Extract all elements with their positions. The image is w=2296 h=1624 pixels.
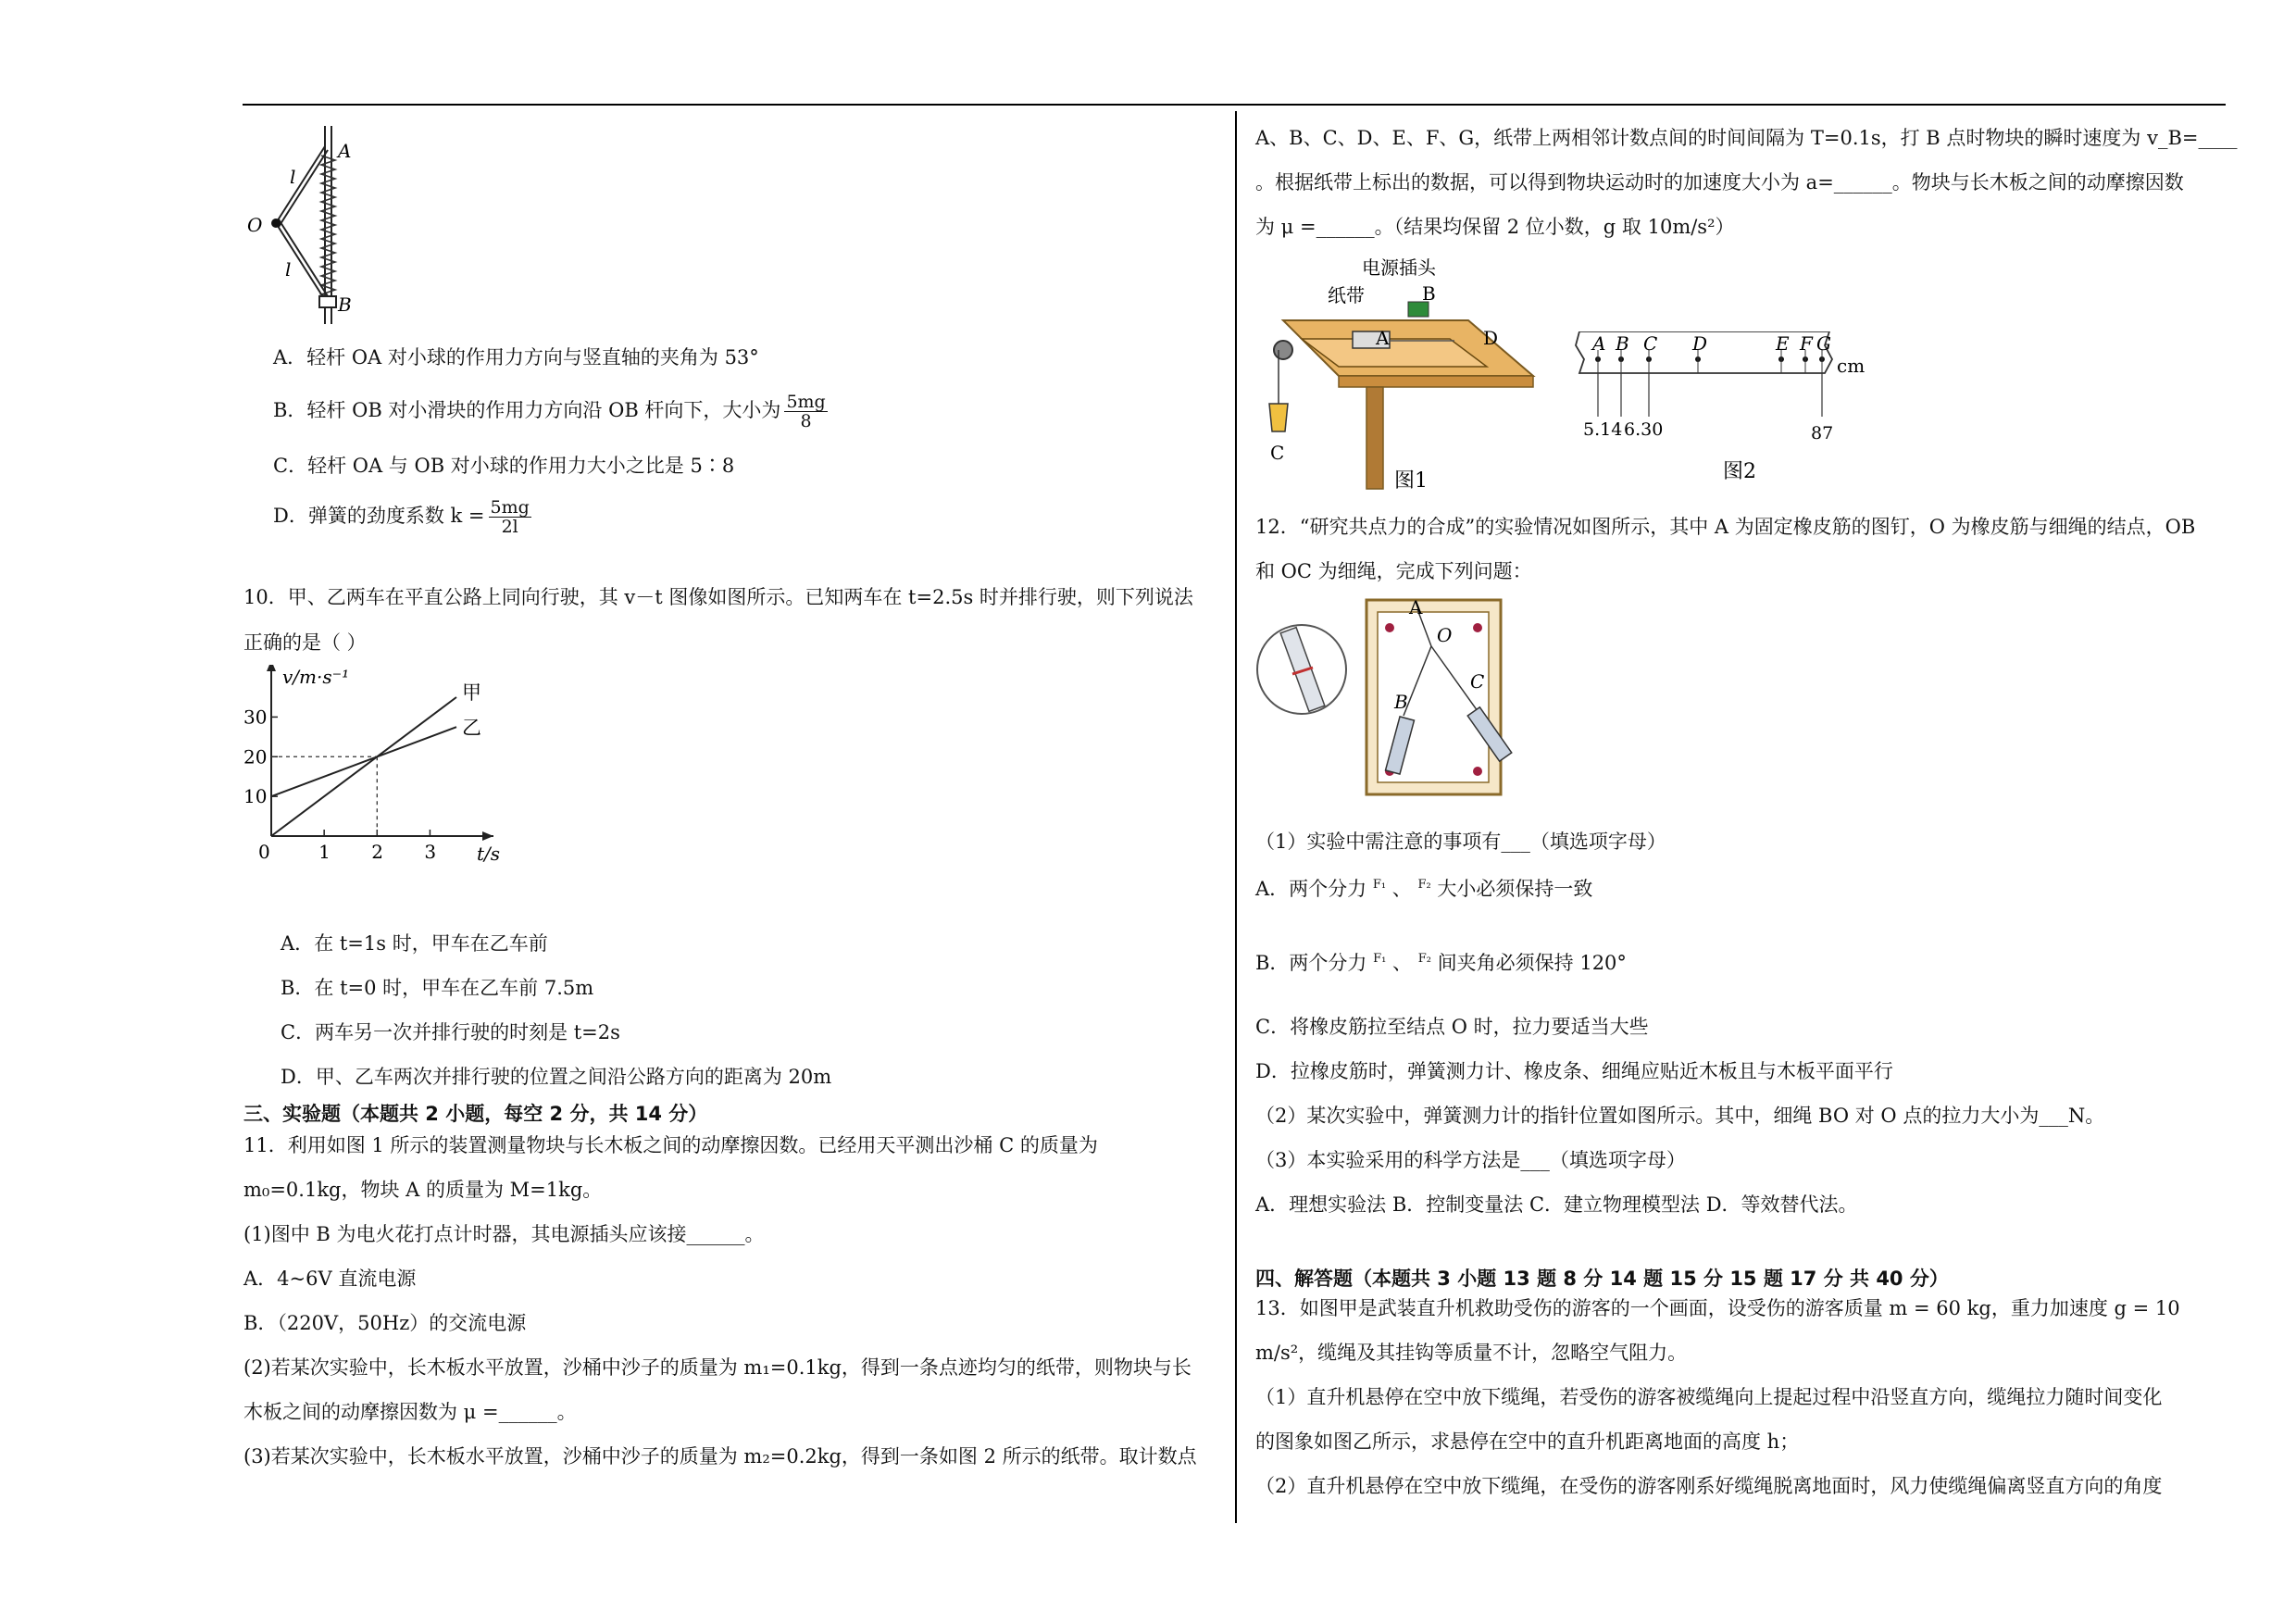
x-tick-label: 3 bbox=[424, 841, 437, 863]
q9-option-a: A．轻杆 OA 对小球的作用力方向与竖直轴的夹角为 53° bbox=[273, 346, 759, 369]
q12-line1: 12．“研究共点力的合成”的实验情况如图所示，其中 A 为固定橡皮筋的图钉，O 为橡皮筋与细绳的结点，OB bbox=[1255, 516, 2196, 538]
q12-option-a bbox=[1255, 873, 1592, 901]
y-tick-label: 30 bbox=[243, 706, 268, 729]
top-rule bbox=[243, 104, 2226, 106]
unit-cm: cm bbox=[1837, 355, 1866, 377]
q13-line5: （2）直升机悬停在空中放下缆绳，在受伤的游客刚系好缆绳脱离地面时，风力使缆绳偏离竖直方向的角度 bbox=[1255, 1475, 2163, 1497]
frac-den: 8 bbox=[800, 411, 812, 431]
q12-option-b-text: B．两个分力 bbox=[1255, 952, 1367, 974]
symbol-F1: F₁ bbox=[1372, 878, 1387, 892]
y-tick-label: 20 bbox=[243, 745, 268, 768]
apparatus-figure-1 bbox=[1265, 256, 1542, 496]
label-A: A bbox=[1376, 327, 1390, 349]
x-axis-arrow bbox=[482, 831, 493, 841]
label-A: A bbox=[338, 140, 352, 162]
label-B: B bbox=[1422, 282, 1436, 305]
q11-cont-line3: 为 μ =______。（结果均保留 2 位小数，g 取 10m/s²） bbox=[1255, 216, 1735, 238]
symbol-F1: F₁ bbox=[1373, 952, 1387, 966]
label-C: C bbox=[1270, 442, 1285, 464]
q13-line1: 13．如图甲是武装直升机救助受伤的游客的一个画面，设受伤的游客质量 m = 60 kg，重力加速度 g = 10 bbox=[1255, 1297, 2180, 1319]
q10-line2: 正确的是（ ） bbox=[243, 631, 367, 654]
measure-6-30: 6.30 bbox=[1624, 419, 1664, 440]
q10-option-b: B．在 t=0 时，甲车在乙车前 7.5m bbox=[281, 977, 594, 999]
q11-line6: (2)若某次实验中，长木板水平放置，沙桶中沙子的质量为 m₁=0.1kg，得到一条点迹均匀的纸带，则物块与长 bbox=[243, 1356, 1192, 1379]
q12-option-a-text: A．两个分力 bbox=[1255, 878, 1367, 900]
label-tape: 纸带 bbox=[1328, 284, 1365, 306]
section-3-heading: 三、实验题（本题共 2 小题，每空 2 分，共 14 分） bbox=[243, 1103, 708, 1125]
y-axis-label: v/m·s⁻¹ bbox=[282, 666, 350, 688]
x-tick-label: 2 bbox=[371, 841, 384, 863]
label-O: O bbox=[1437, 624, 1453, 646]
q11-line8: (3)若某次实验中，长木板水平放置，沙桶中沙子的质量为 m₂=0.2kg，得到一条如图 2 所示的纸带。取计数点 bbox=[243, 1445, 1197, 1468]
tape-label-D: D bbox=[1692, 332, 1708, 355]
x-tick-label: 0 bbox=[258, 841, 270, 863]
caption-figure-2: 图2 bbox=[1723, 460, 1756, 483]
measure-5-14: 5.14 bbox=[1583, 419, 1623, 440]
series-line-1 bbox=[271, 697, 456, 836]
section-4-heading: 四、解答题（本题共 3 小题 13 题 8 分 14 题 15 分 15 题 17 分 共 40 分） bbox=[1255, 1268, 1949, 1290]
q11-line3: (1)图中 B 为电火花打点计时器，其电源插头应该接______。 bbox=[243, 1223, 765, 1245]
q12-subq2: （2）某次实验中，弹簧测力计的指针位置如图所示。其中，细绳 BO 对 O 点的拉力大小为___N。 bbox=[1255, 1105, 2105, 1127]
symbol-F2: F₂ bbox=[1417, 878, 1431, 892]
tape-label-F: F bbox=[1800, 332, 1813, 355]
column-divider bbox=[1235, 111, 1237, 1523]
label-D: D bbox=[1483, 327, 1499, 349]
series-line-2 bbox=[271, 727, 456, 796]
q9-option-b bbox=[273, 393, 828, 431]
label-B: B bbox=[1394, 691, 1408, 713]
q9-option-c: C．轻杆 OA 与 OB 对小球的作用力大小之比是 5∶8 bbox=[273, 455, 735, 477]
series-label-1: 甲 bbox=[462, 681, 481, 704]
q12-option-b-tail: 间夹角必须保持 120° bbox=[1437, 952, 1627, 974]
series-label-2: 乙 bbox=[462, 717, 481, 740]
tape-label-A: A bbox=[1592, 332, 1606, 355]
y-axis-arrow bbox=[267, 665, 276, 671]
label-O: O bbox=[247, 214, 263, 236]
x-axis-label: t/s bbox=[477, 843, 501, 865]
separator: 、 bbox=[1391, 878, 1412, 900]
q12-line2: 和 OC 为细绳，完成下列问题： bbox=[1255, 560, 1532, 582]
rod-spring-figure bbox=[243, 119, 392, 331]
tape-label-G: G bbox=[1816, 332, 1831, 355]
label-l-upper: l bbox=[290, 166, 296, 188]
caption-figure-1: 图1 bbox=[1394, 469, 1428, 493]
q13-line2: m/s²，缆绳及其挂钩等质量不计，忽略空气阻力。 bbox=[1255, 1342, 1688, 1364]
frac-den: 2l bbox=[501, 517, 518, 537]
tape-label-B: B bbox=[1616, 332, 1629, 355]
frac-num: 5mg bbox=[490, 497, 530, 518]
q12-option-d: D．拉橡皮筋时，弹簧测力计、橡皮条、细绳应贴近木板且与木板平面平行 bbox=[1255, 1060, 1893, 1082]
q11-line7: 木板之间的动摩擦因数为 μ =______。 bbox=[243, 1401, 577, 1423]
q10-option-a: A．在 t=1s 时，甲车在乙车前 bbox=[281, 932, 548, 955]
q9-option-d bbox=[273, 498, 531, 536]
frac-num: 5mg bbox=[786, 392, 826, 412]
x-tick-label: 1 bbox=[318, 841, 331, 863]
label-plug: 电源插头 bbox=[1362, 256, 1436, 279]
vt-chart bbox=[243, 665, 521, 878]
q9-option-b-text: B．轻杆 OB 对小滑块的作用力方向沿 OB 杆向下，大小为 bbox=[273, 399, 781, 421]
q12-option-c: C．将橡皮筋拉至结点 O 时，拉力要适当大些 bbox=[1255, 1016, 1649, 1038]
q12-subq1: （1）实验中需注意的事项有___（填选项字母） bbox=[1255, 831, 1666, 853]
separator: 、 bbox=[1392, 952, 1413, 974]
force-board-figure bbox=[1255, 595, 1552, 799]
q12-option-a-tail: 大小必须保持一致 bbox=[1437, 878, 1593, 900]
tape-figure-2 bbox=[1561, 331, 1894, 498]
q11-line5: B．（220V，50Hz）的交流电源 bbox=[243, 1312, 527, 1334]
q12-option-b bbox=[1255, 947, 1627, 975]
label-B: B bbox=[338, 294, 352, 316]
tape-label-C: C bbox=[1643, 332, 1658, 355]
tape-label-E: E bbox=[1776, 332, 1790, 355]
fraction-5mg-8 bbox=[784, 393, 827, 431]
q13-line4: 的图象如图乙所示，求悬停在空中的直升机距离地面的高度 h； bbox=[1255, 1430, 1800, 1453]
q11-line1: 11．利用如图 1 所示的装置测量物块与长木板之间的动摩擦因数。已经用天平测出沙桶 C 的质量为 bbox=[243, 1134, 1098, 1156]
q13-line3: （1）直升机悬停在空中放下缆绳，若受伤的游客被缆绳向上提起过程中沿竖直方向，缆绳拉力随时间变化 bbox=[1255, 1386, 2163, 1408]
q11-line4: A．4~6V 直流电源 bbox=[243, 1268, 417, 1290]
q9-option-d-text: D．弹簧的劲度系数 k = bbox=[273, 505, 485, 527]
q12-subq3-options: A．理想实验法 B．控制变量法 C．建立物理模型法 D．等效替代法。 bbox=[1255, 1193, 1858, 1216]
q12-subq3: （3）本实验采用的科学方法是___（填选项字母） bbox=[1255, 1149, 1686, 1171]
q10-option-d: D．甲、乙车两次并排行驶的位置之间沿公路方向的距离为 20m bbox=[281, 1066, 832, 1088]
fraction-5mg-2l bbox=[489, 498, 531, 536]
measure-87: 87 bbox=[1811, 423, 1834, 443]
label-l-lower: l bbox=[285, 258, 292, 281]
label-C: C bbox=[1470, 670, 1485, 693]
q10-option-c: C．两车另一次并排行驶的时刻是 t=2s bbox=[281, 1021, 620, 1043]
y-tick-label: 10 bbox=[243, 785, 268, 808]
q11-line2: m₀=0.1kg，物块 A 的质量为 M=1kg。 bbox=[243, 1179, 603, 1201]
q11-cont-line1: A、B、C、D、E、F、G，纸带上两相邻计数点间的时间间隔为 T=0.1s，打 B 点时物块的瞬时速度为 v_B=____ bbox=[1255, 127, 2238, 149]
symbol-F2: F₂ bbox=[1417, 952, 1431, 966]
q10-line1: 10．甲、乙两车在平直公路上同向行驶，其 v－t 图像如图所示。已知两车在 t=2.5s 时并排行驶，则下列说法 bbox=[243, 586, 1193, 608]
label-A: A bbox=[1409, 596, 1423, 618]
q11-cont-line2: 。根据纸带上标出的数据，可以得到物块运动时的加速度大小为 a=______。物块与长木板之间的动摩擦因数 bbox=[1255, 171, 2184, 194]
